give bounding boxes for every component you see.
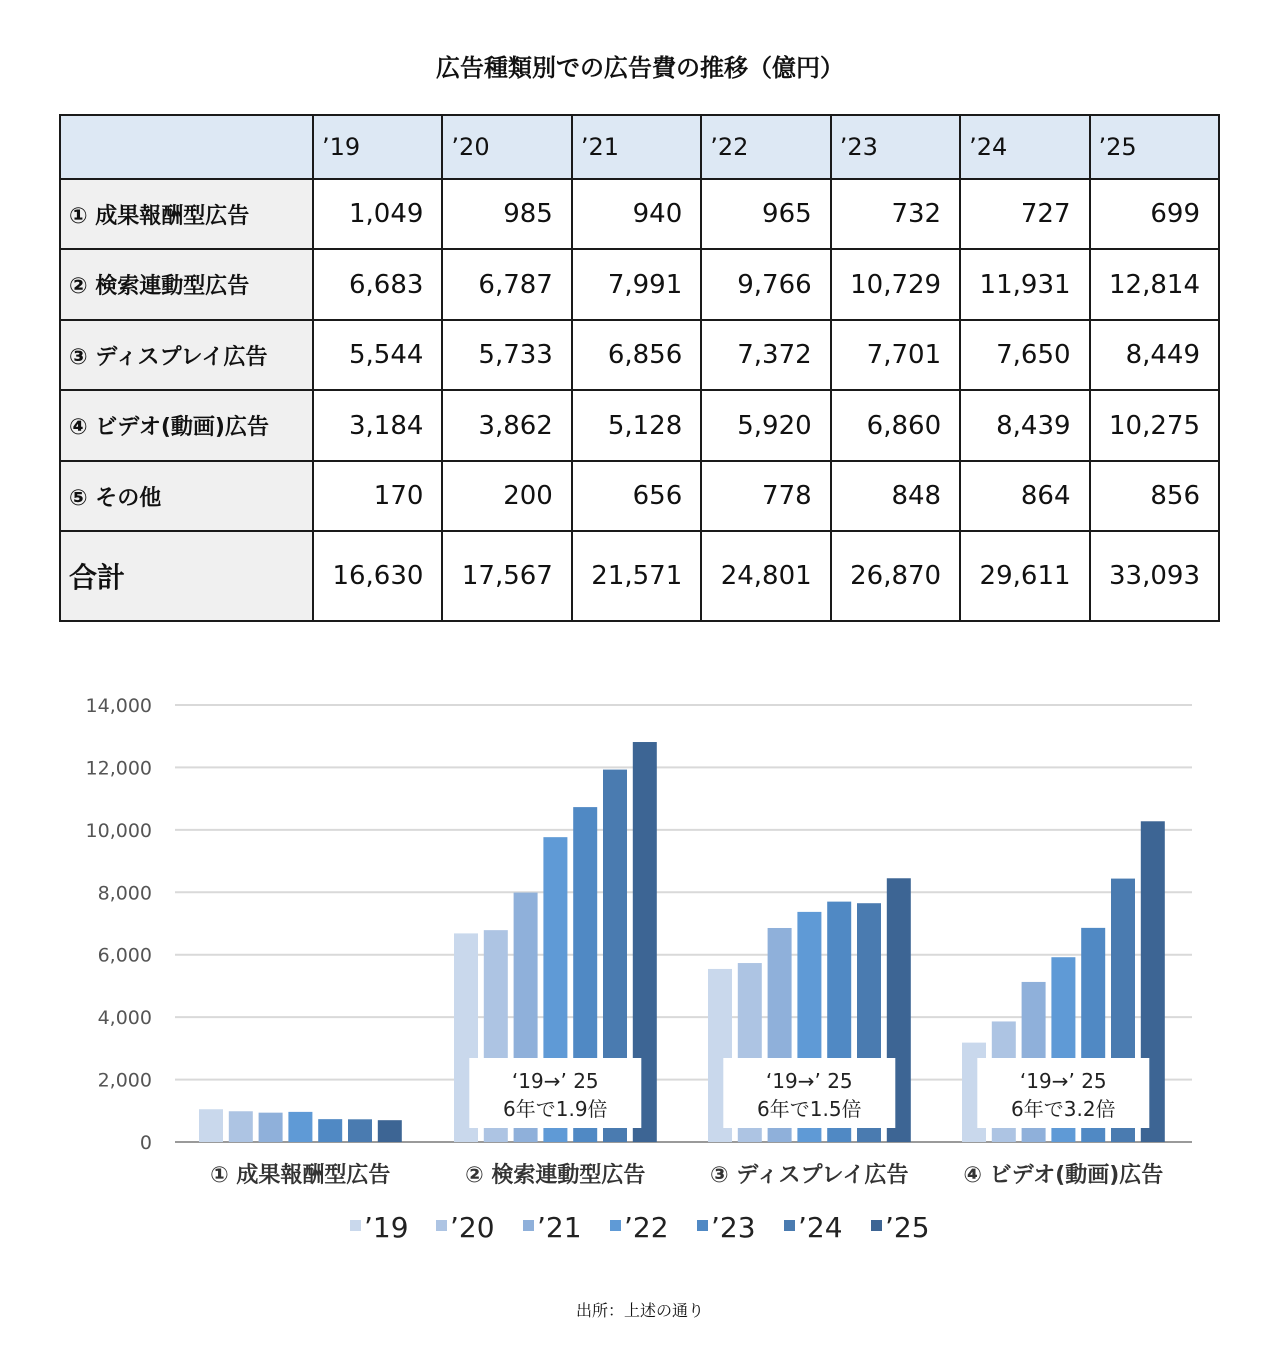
table-cell: 985: [442, 179, 571, 249]
table-cell: 848: [831, 461, 960, 531]
table-cell: 200: [442, 461, 571, 531]
table-total-row: [60, 531, 1219, 621]
table-cell: 864: [960, 461, 1089, 531]
y-tick-label: 8,000: [97, 882, 152, 905]
table-cell: 656: [572, 461, 701, 531]
table-cell: 8,439: [960, 390, 1089, 460]
annotation-line1: ‘19→’ 25: [765, 1069, 853, 1093]
annotation-line1: ‘19→’ 25: [1019, 1069, 1107, 1093]
annotation-line2: 6年で1.9倍: [503, 1097, 608, 1121]
table-cell: 12,814: [1090, 249, 1219, 319]
y-tick-label: 6,000: [97, 944, 152, 967]
legend-label: ’23: [711, 1211, 756, 1244]
legend-swatch: [697, 1220, 708, 1231]
table-cell: 11,931: [960, 249, 1089, 319]
table-row: [60, 249, 1219, 319]
legend-swatch: [871, 1220, 882, 1231]
table-cell: 8,449: [1090, 320, 1219, 390]
table-cell: 24,801: [701, 531, 830, 621]
table-cell: 6,860: [831, 390, 960, 460]
table-cell: 1,049: [313, 179, 442, 249]
legend-swatch: [436, 1220, 447, 1231]
table-row: [60, 390, 1219, 460]
legend-swatch: [784, 1220, 795, 1231]
year-header: ’22: [701, 115, 830, 179]
year-header: ’19: [313, 115, 442, 179]
table-cell: 33,093: [1090, 531, 1219, 621]
ad-spend-table: [59, 114, 1220, 622]
table-cell: 5,544: [313, 320, 442, 390]
table-cell: 16,630: [313, 531, 442, 621]
y-tick-label: 10,000: [85, 819, 152, 842]
x-category-label: ③ ディスプレイ広告: [710, 1163, 909, 1188]
table-cell: 9,766: [701, 249, 830, 319]
bar: [378, 1120, 402, 1142]
table-cell: 732: [831, 179, 960, 249]
table-cell: 170: [313, 461, 442, 531]
table-row: [60, 320, 1219, 390]
x-category-label: ② 検索連動型広告: [465, 1163, 646, 1188]
table-cell: 856: [1090, 461, 1219, 531]
bar: [259, 1113, 283, 1142]
page-title: 広告種類別での広告費の推移（億円）: [436, 54, 844, 82]
table-cell: 7,991: [572, 249, 701, 319]
bar: [348, 1119, 372, 1142]
y-tick-label: 4,000: [97, 1007, 152, 1030]
row-label: ③ ディスプレイ広告: [60, 320, 313, 390]
bar: [199, 1109, 223, 1142]
table-cell: 6,683: [313, 249, 442, 319]
bar: [318, 1119, 342, 1142]
table-cell: 778: [701, 461, 830, 531]
table-row: [60, 461, 1219, 531]
bar: [288, 1112, 312, 1142]
bar: [229, 1111, 253, 1142]
table-header-row: [60, 115, 1219, 179]
source-note: 出所：上述の通り: [575, 1301, 704, 1320]
table-cell: 699: [1090, 179, 1219, 249]
table-cell: 21,571: [572, 531, 701, 621]
table-cell: 6,856: [572, 320, 701, 390]
row-label: ② 検索連動型広告: [60, 249, 313, 319]
row-label: ④ ビデオ(動画)広告: [60, 390, 313, 460]
legend-swatch: [350, 1220, 361, 1231]
annotation-line2: 6年で1.5倍: [757, 1097, 862, 1121]
y-tick-label: 2,000: [97, 1069, 152, 1092]
table-cell: 3,184: [313, 390, 442, 460]
x-category-label: ④ ビデオ(動画)広告: [963, 1163, 1164, 1188]
year-header: ’20: [442, 115, 571, 179]
legend-label: ’20: [450, 1211, 495, 1244]
legend-swatch: [523, 1220, 534, 1231]
y-tick-label: 14,000: [85, 695, 152, 717]
table-cell: 3,862: [442, 390, 571, 460]
annotation-line1: ‘19→’ 25: [511, 1069, 599, 1093]
legend-label: ’25: [885, 1211, 930, 1244]
year-header: ’25: [1090, 115, 1219, 179]
table-cell: 727: [960, 179, 1089, 249]
table-cell: 17,567: [442, 531, 571, 621]
table-cell: 5,920: [701, 390, 830, 460]
bar-chart: [0, 680, 1280, 1260]
table-cell: 7,701: [831, 320, 960, 390]
table-cell: 6,787: [442, 249, 571, 319]
table-corner-cell: [60, 115, 313, 179]
year-header: ’24: [960, 115, 1089, 179]
year-header: ’23: [831, 115, 960, 179]
legend-label: ’21: [537, 1211, 582, 1244]
table-cell: 26,870: [831, 531, 960, 621]
table-cell: 5,128: [572, 390, 701, 460]
table-cell: 7,372: [701, 320, 830, 390]
table-row: [60, 179, 1219, 249]
row-label: 合計: [60, 531, 313, 621]
table-cell: 965: [701, 179, 830, 249]
x-category-label: ① 成果報酬型広告: [210, 1163, 391, 1188]
table-cell: 29,611: [960, 531, 1089, 621]
y-tick-label: 0: [139, 1132, 152, 1154]
annotation-line2: 6年で3.2倍: [1011, 1097, 1116, 1121]
legend-label: ’19: [364, 1211, 409, 1244]
year-header: ’21: [572, 115, 701, 179]
row-label: ① 成果報酬型広告: [60, 179, 313, 249]
row-label: ⑤ その他: [60, 461, 313, 531]
table-cell: 940: [572, 179, 701, 249]
table-cell: 10,729: [831, 249, 960, 319]
table-cell: 5,733: [442, 320, 571, 390]
table-cell: 10,275: [1090, 390, 1219, 460]
table-cell: 7,650: [960, 320, 1089, 390]
legend-label: ’22: [624, 1211, 669, 1244]
y-tick-label: 12,000: [85, 757, 152, 780]
legend-swatch: [610, 1220, 621, 1231]
legend-label: ’24: [798, 1211, 843, 1244]
